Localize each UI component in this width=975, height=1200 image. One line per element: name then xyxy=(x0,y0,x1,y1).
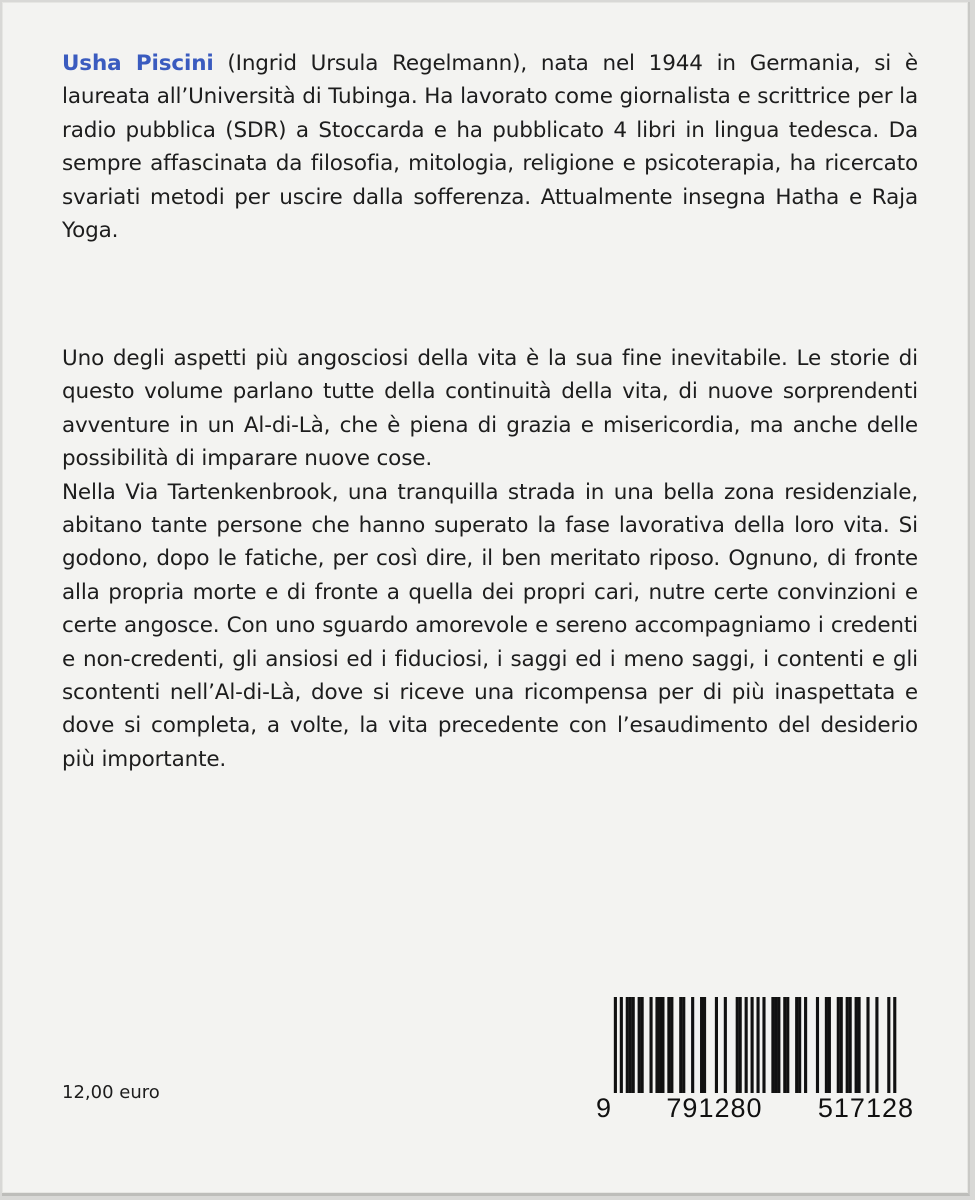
barcode-bar xyxy=(849,997,852,1093)
barcode-bar xyxy=(837,997,840,1093)
barcode-bar xyxy=(887,997,890,1093)
barcode-bar xyxy=(756,997,759,1093)
isbn-barcode xyxy=(596,997,914,1122)
barcode-bar xyxy=(777,997,780,1093)
barcode-bar xyxy=(739,997,742,1093)
barcode-bar xyxy=(638,997,641,1093)
barcode-bar xyxy=(875,997,878,1093)
barcode-bar xyxy=(632,997,635,1093)
book-blurb xyxy=(62,342,918,776)
barcode-bar xyxy=(629,997,632,1093)
barcode-bar xyxy=(762,997,765,1093)
barcode-bar xyxy=(715,997,718,1093)
barcode-bar xyxy=(626,997,629,1093)
price-label: 12,00 euro xyxy=(62,1082,160,1103)
barcode-bar xyxy=(771,997,774,1093)
isbn-number xyxy=(596,1093,914,1123)
author-bio xyxy=(62,47,918,247)
barcode-bar xyxy=(736,997,739,1093)
barcode-bar xyxy=(795,997,798,1093)
barcode-bar xyxy=(682,997,685,1093)
barcode-bar xyxy=(691,997,694,1093)
barcode-bar xyxy=(703,997,706,1093)
barcode-bar xyxy=(670,997,673,1093)
barcode-bar xyxy=(614,997,617,1093)
barcode-bar xyxy=(620,997,623,1093)
barcode-bar xyxy=(786,997,789,1093)
barcode-bar xyxy=(825,997,828,1093)
barcode-bar xyxy=(650,997,653,1093)
barcode-bar xyxy=(816,997,819,1093)
barcode-bar xyxy=(641,997,644,1093)
isbn-right-digits: 517128 xyxy=(817,1093,914,1123)
isbn-first-digit: 9 xyxy=(596,1093,612,1123)
barcode-bar xyxy=(661,997,664,1093)
barcode-bar xyxy=(804,997,807,1093)
blurb-paragraph: Uno degli aspetti più angosciosi della vita è la sua fine inevitabile. Le storie di questo volume parlano tutte della continuità della vita, di nuove sorprendenti avventure in un Al-di-Là, che è piena di grazia e misericordia, ma anche delle possibilità di imparare nuove cose. xyxy=(62,346,918,472)
barcode-bar xyxy=(655,997,658,1093)
barcode-bar xyxy=(774,997,777,1093)
author-bio-text: (Ingrid Ursula Regelmann), nata nel 1944 in Germania, si è laureata all’Università di Tubinga. Ha lavorato come giornalista e scrittrice per la radio pubblica (SDR) a Stoccarda e ha pubblicato 4 libri in lingua tedesca. Da sempre affascinata da filosofia, mitologia, religione e psicoterapia, ha ricercato svariati metodi per uscire dalla sofferenza. Attualmente insegna Hatha e Raja Yoga. xyxy=(62,51,918,244)
barcode-bar xyxy=(893,997,896,1093)
barcode-bar xyxy=(751,997,754,1093)
blurb-paragraph: Nella Via Tartenkenbrook, una tranquilla strada in una bella zona residenziale, abitano tante persone che hanno superato la fase lavorativa della loro vita. Si godono, dopo le fatiche, per così dire, il ben meritato riposo. Ognuno, di fronte alla propria morte e di fronte a quella dei propri cari, nutre certe convinzioni e certe angosce. Con uno sguardo amorevole e sereno accompagniamo i credenti e non-credenti, gli ansiosi ed i fiduciosi, i saggi ed i meno saggi, i contenti e gli scontenti nell’Al-di-Là, dove si riceve una ricompensa per di più inaspettata e dove si completa, a volte, la vita precedente con l’esaudimento del desiderio più importante. xyxy=(62,479,918,772)
barcode-bar xyxy=(667,997,670,1093)
author-name: Usha Piscini xyxy=(62,51,214,76)
barcode-bar xyxy=(828,997,831,1093)
barcode-bar xyxy=(783,997,786,1093)
barcode-bar xyxy=(745,997,748,1093)
barcode-bars-icon xyxy=(596,997,914,1093)
barcode-bar xyxy=(858,997,861,1093)
barcode-bar xyxy=(840,997,843,1093)
barcode-bar xyxy=(658,997,661,1093)
barcode-bar xyxy=(855,997,858,1093)
barcode-bar xyxy=(724,997,727,1093)
barcode-bar xyxy=(866,997,869,1093)
back-cover xyxy=(2,2,970,1196)
barcode-bar xyxy=(798,997,801,1093)
barcode-bar xyxy=(700,997,703,1093)
barcode-bar xyxy=(846,997,849,1093)
barcode-bar xyxy=(679,997,682,1093)
isbn-left-digits: 791280 xyxy=(666,1093,763,1123)
